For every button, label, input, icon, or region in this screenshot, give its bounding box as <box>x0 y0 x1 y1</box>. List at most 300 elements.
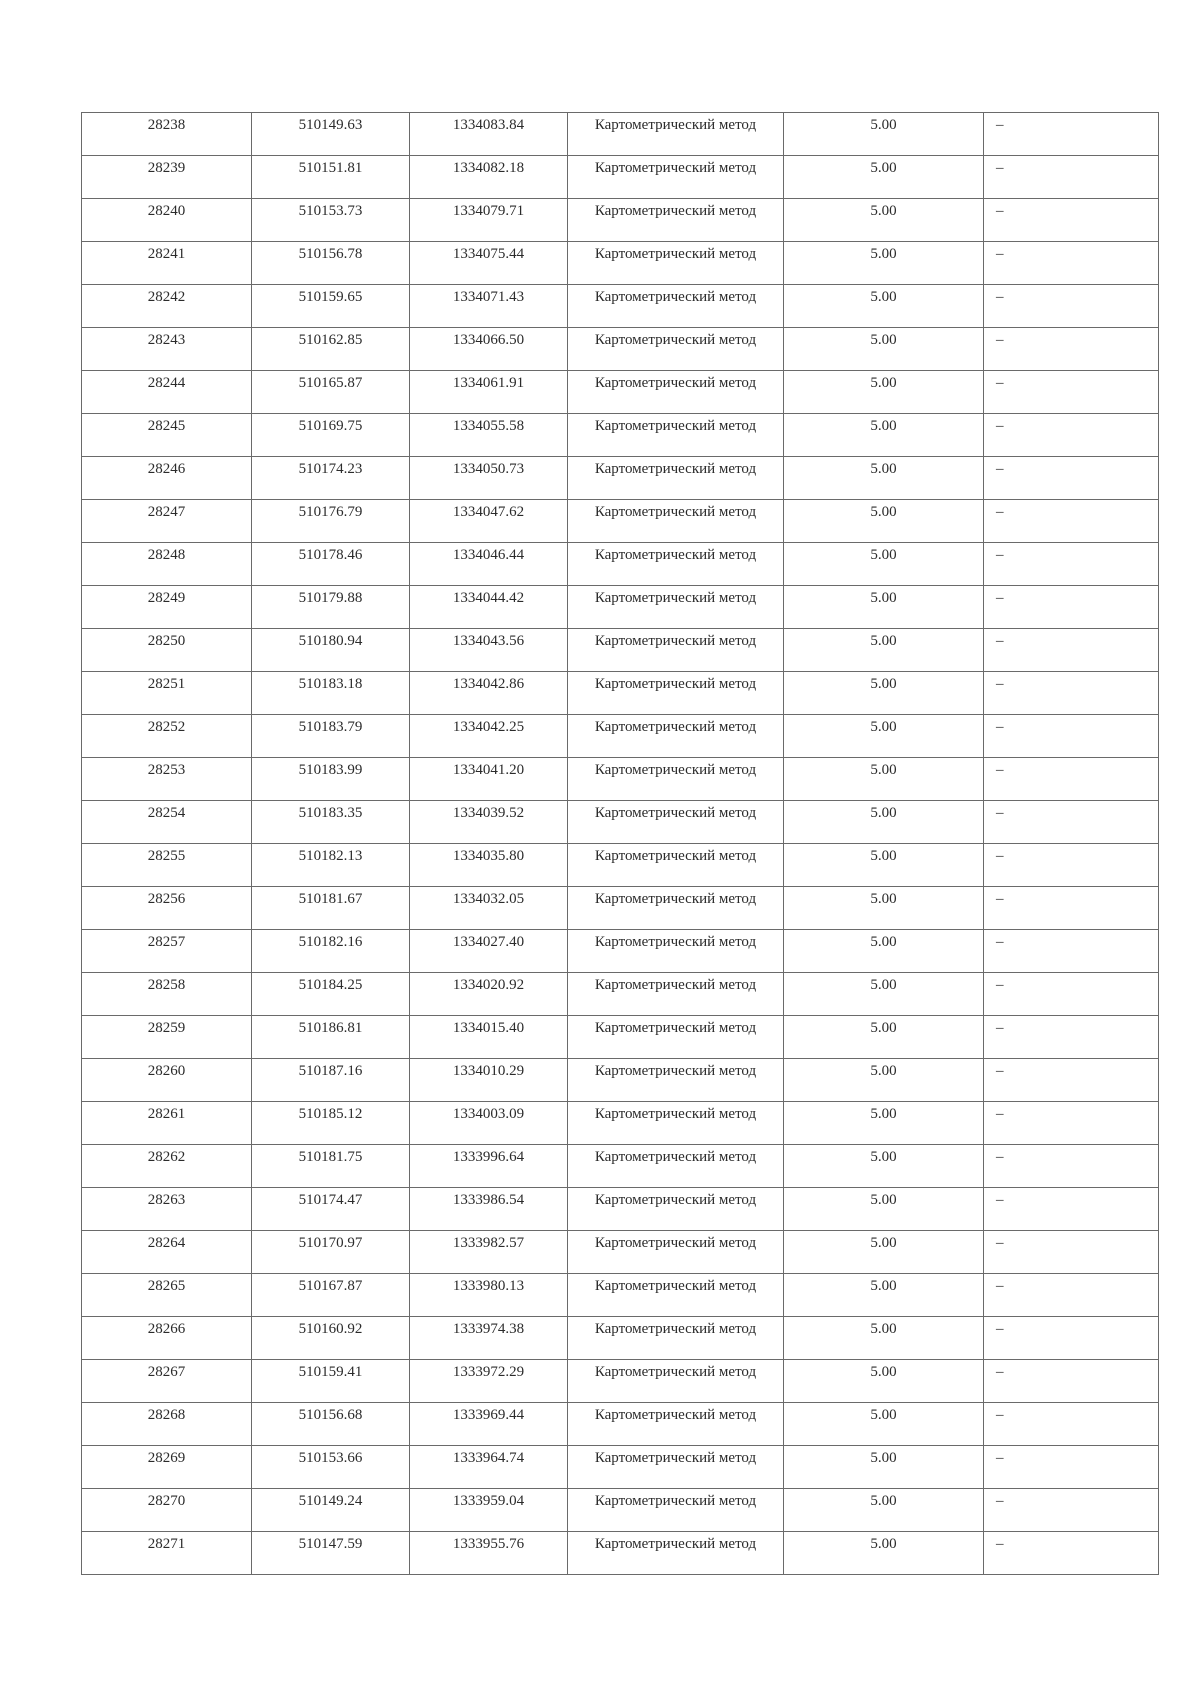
accuracy-cell <box>784 586 984 629</box>
method-cell-text: Картометрический метод <box>594 117 757 133</box>
accuracy-cell <box>784 1446 984 1489</box>
method-cell-text: Картометрический метод <box>594 719 757 735</box>
x-coordinate-cell <box>252 242 410 285</box>
accuracy-cell-text: 5.00 <box>870 676 897 692</box>
note-cell <box>984 1145 1159 1188</box>
note-cell <box>984 1532 1159 1575</box>
note-cell-text: – <box>996 848 1004 864</box>
note-cell-text: – <box>996 1235 1004 1251</box>
table-row <box>82 586 1159 629</box>
note-cell-text: – <box>996 891 1004 907</box>
table-row <box>82 1403 1159 1446</box>
x-coordinate-cell-text: 510167.87 <box>298 1278 363 1294</box>
point-number-cell-text: 28251 <box>147 676 186 692</box>
x-coordinate-cell-text: 510165.87 <box>298 375 363 391</box>
table-row <box>82 1489 1159 1532</box>
method-cell-text: Картометрический метод <box>594 246 757 262</box>
y-coordinate-cell-text: 1334055.58 <box>452 418 525 434</box>
y-coordinate-cell <box>410 113 568 156</box>
table-row <box>82 930 1159 973</box>
x-coordinate-cell <box>252 156 410 199</box>
note-cell-text: – <box>996 934 1004 950</box>
x-coordinate-cell <box>252 672 410 715</box>
point-number-cell-text: 28240 <box>147 203 186 219</box>
x-coordinate-cell <box>252 1360 410 1403</box>
note-cell-text: – <box>996 203 1004 219</box>
x-coordinate-cell-text: 510183.18 <box>298 676 363 692</box>
point-number-cell <box>82 414 252 457</box>
point-number-cell-text: 28247 <box>147 504 186 520</box>
note-cell-text: – <box>996 1063 1004 1079</box>
point-number-cell-text: 28262 <box>147 1149 186 1165</box>
note-cell-text: – <box>996 1106 1004 1122</box>
method-cell <box>568 586 784 629</box>
y-coordinate-cell-text: 1334027.40 <box>452 934 525 950</box>
point-number-cell <box>82 1532 252 1575</box>
y-coordinate-cell-text: 1333959.04 <box>452 1493 525 1509</box>
accuracy-cell <box>784 328 984 371</box>
y-coordinate-cell-text: 1334075.44 <box>452 246 525 262</box>
x-coordinate-cell <box>252 1145 410 1188</box>
point-number-cell <box>82 586 252 629</box>
accuracy-cell-text: 5.00 <box>870 633 897 649</box>
x-coordinate-cell <box>252 1446 410 1489</box>
accuracy-cell <box>784 371 984 414</box>
y-coordinate-cell-text: 1333974.38 <box>452 1321 525 1337</box>
note-cell <box>984 973 1159 1016</box>
point-number-cell <box>82 801 252 844</box>
y-coordinate-cell-text: 1334044.42 <box>452 590 525 606</box>
note-cell <box>984 1231 1159 1274</box>
note-cell <box>984 285 1159 328</box>
method-cell-text: Картометрический метод <box>594 461 757 477</box>
x-coordinate-cell <box>252 543 410 586</box>
note-cell-text: – <box>996 1407 1004 1423</box>
method-cell-text: Картометрический метод <box>594 1063 757 1079</box>
y-coordinate-cell <box>410 629 568 672</box>
accuracy-cell <box>784 672 984 715</box>
point-number-cell-text: 28246 <box>147 461 186 477</box>
x-coordinate-cell <box>252 199 410 242</box>
y-coordinate-cell <box>410 543 568 586</box>
note-cell <box>984 1188 1159 1231</box>
y-coordinate-cell <box>410 1489 568 1532</box>
table-row <box>82 1360 1159 1403</box>
note-cell-text: – <box>996 1536 1004 1552</box>
accuracy-cell <box>784 113 984 156</box>
note-cell <box>984 1102 1159 1145</box>
y-coordinate-cell <box>410 1059 568 1102</box>
accuracy-cell-text: 5.00 <box>870 461 897 477</box>
x-coordinate-cell <box>252 586 410 629</box>
method-cell <box>568 457 784 500</box>
method-cell-text: Картометрический метод <box>594 1020 757 1036</box>
accuracy-cell-text: 5.00 <box>870 1450 897 1466</box>
y-coordinate-cell-text: 1334047.62 <box>452 504 525 520</box>
accuracy-cell-text: 5.00 <box>870 375 897 391</box>
x-coordinate-cell-text: 510169.75 <box>298 418 363 434</box>
y-coordinate-cell-text: 1334003.09 <box>452 1106 525 1122</box>
point-number-cell <box>82 1446 252 1489</box>
accuracy-cell-text: 5.00 <box>870 203 897 219</box>
method-cell <box>568 1059 784 1102</box>
method-cell <box>568 371 784 414</box>
method-cell <box>568 1231 784 1274</box>
note-cell-text: – <box>996 1364 1004 1380</box>
point-number-cell-text: 28263 <box>147 1192 186 1208</box>
x-coordinate-cell <box>252 328 410 371</box>
y-coordinate-cell <box>410 1231 568 1274</box>
point-number-cell-text: 28254 <box>147 805 186 821</box>
table-row <box>82 1102 1159 1145</box>
note-cell-text: – <box>996 762 1004 778</box>
x-coordinate-cell <box>252 973 410 1016</box>
point-number-cell <box>82 371 252 414</box>
table-row <box>82 844 1159 887</box>
note-cell-text: – <box>996 633 1004 649</box>
method-cell <box>568 930 784 973</box>
method-cell-text: Картометрический метод <box>594 504 757 520</box>
table-row <box>82 1188 1159 1231</box>
note-cell <box>984 1489 1159 1532</box>
note-cell <box>984 1059 1159 1102</box>
note-cell <box>984 1360 1159 1403</box>
x-coordinate-cell-text: 510176.79 <box>298 504 363 520</box>
point-number-cell <box>82 672 252 715</box>
y-coordinate-cell-text: 1334032.05 <box>452 891 525 907</box>
accuracy-cell-text: 5.00 <box>870 418 897 434</box>
note-cell-text: – <box>996 289 1004 305</box>
point-number-cell <box>82 1274 252 1317</box>
note-cell <box>984 199 1159 242</box>
method-cell <box>568 242 784 285</box>
table-row <box>82 500 1159 543</box>
y-coordinate-cell-text: 1333972.29 <box>452 1364 525 1380</box>
table-row <box>82 1317 1159 1360</box>
method-cell <box>568 285 784 328</box>
x-coordinate-cell <box>252 1403 410 1446</box>
y-coordinate-cell-text: 1334043.56 <box>452 633 525 649</box>
y-coordinate-cell <box>410 1446 568 1489</box>
method-cell-text: Картометрический метод <box>594 1407 757 1423</box>
x-coordinate-cell-text: 510183.99 <box>298 762 363 778</box>
y-coordinate-cell <box>410 586 568 629</box>
y-coordinate-cell <box>410 715 568 758</box>
x-coordinate-cell <box>252 113 410 156</box>
accuracy-cell-text: 5.00 <box>870 1235 897 1251</box>
accuracy-cell <box>784 1403 984 1446</box>
y-coordinate-cell-text: 1333996.64 <box>452 1149 525 1165</box>
accuracy-cell <box>784 758 984 801</box>
y-coordinate-cell <box>410 1145 568 1188</box>
point-number-cell-text: 28265 <box>147 1278 186 1294</box>
x-coordinate-cell <box>252 801 410 844</box>
note-cell <box>984 242 1159 285</box>
x-coordinate-cell-text: 510181.67 <box>298 891 363 907</box>
method-cell-text: Картометрический метод <box>594 676 757 692</box>
method-cell <box>568 328 784 371</box>
y-coordinate-cell <box>410 930 568 973</box>
point-number-cell-text: 28241 <box>147 246 186 262</box>
y-coordinate-cell <box>410 414 568 457</box>
x-coordinate-cell-text: 510182.13 <box>298 848 363 864</box>
method-cell <box>568 973 784 1016</box>
point-number-cell <box>82 758 252 801</box>
x-coordinate-cell-text: 510187.16 <box>298 1063 363 1079</box>
accuracy-cell <box>784 1145 984 1188</box>
method-cell-text: Картометрический метод <box>594 289 757 305</box>
x-coordinate-cell-text: 510156.68 <box>298 1407 363 1423</box>
accuracy-cell-text: 5.00 <box>870 1278 897 1294</box>
method-cell-text: Картометрический метод <box>594 1149 757 1165</box>
y-coordinate-cell <box>410 887 568 930</box>
note-cell-text: – <box>996 504 1004 520</box>
point-number-cell <box>82 1145 252 1188</box>
x-coordinate-cell-text: 510149.63 <box>298 117 363 133</box>
y-coordinate-cell-text: 1333982.57 <box>452 1235 525 1251</box>
x-coordinate-cell <box>252 1016 410 1059</box>
y-coordinate-cell <box>410 1403 568 1446</box>
note-cell-text: – <box>996 1149 1004 1165</box>
point-number-cell <box>82 156 252 199</box>
x-coordinate-cell-text: 510162.85 <box>298 332 363 348</box>
x-coordinate-cell <box>252 1231 410 1274</box>
x-coordinate-cell-text: 510186.81 <box>298 1020 363 1036</box>
note-cell-text: – <box>996 332 1004 348</box>
y-coordinate-cell <box>410 973 568 1016</box>
note-cell <box>984 930 1159 973</box>
point-number-cell-text: 28255 <box>147 848 186 864</box>
accuracy-cell <box>784 1016 984 1059</box>
x-coordinate-cell-text: 510183.35 <box>298 805 363 821</box>
y-coordinate-cell-text: 1334041.20 <box>452 762 525 778</box>
accuracy-cell-text: 5.00 <box>870 590 897 606</box>
note-cell-text: – <box>996 547 1004 563</box>
method-cell-text: Картометрический метод <box>594 1364 757 1380</box>
method-cell-text: Картометрический метод <box>594 203 757 219</box>
x-coordinate-cell-text: 510178.46 <box>298 547 363 563</box>
note-cell <box>984 543 1159 586</box>
x-coordinate-cell-text: 510149.24 <box>298 1493 363 1509</box>
y-coordinate-cell <box>410 1317 568 1360</box>
y-coordinate-cell-text: 1334082.18 <box>452 160 525 176</box>
y-coordinate-cell-text: 1334042.86 <box>452 676 525 692</box>
note-cell <box>984 371 1159 414</box>
method-cell-text: Картометрический метод <box>594 1192 757 1208</box>
accuracy-cell <box>784 1059 984 1102</box>
note-cell-text: – <box>996 676 1004 692</box>
point-number-cell-text: 28245 <box>147 418 186 434</box>
accuracy-cell-text: 5.00 <box>870 977 897 993</box>
accuracy-cell-text: 5.00 <box>870 1536 897 1552</box>
note-cell <box>984 1403 1159 1446</box>
point-number-cell-text: 28271 <box>147 1536 186 1552</box>
accuracy-cell <box>784 930 984 973</box>
point-number-cell-text: 28257 <box>147 934 186 950</box>
accuracy-cell <box>784 1532 984 1575</box>
method-cell-text: Картометрический метод <box>594 934 757 950</box>
note-cell <box>984 672 1159 715</box>
note-cell-text: – <box>996 1192 1004 1208</box>
accuracy-cell-text: 5.00 <box>870 289 897 305</box>
table-row <box>82 1274 1159 1317</box>
point-number-cell-text: 28269 <box>147 1450 186 1466</box>
table-row <box>82 328 1159 371</box>
note-cell-text: – <box>996 719 1004 735</box>
y-coordinate-cell-text: 1334050.73 <box>452 461 525 477</box>
x-coordinate-cell <box>252 758 410 801</box>
x-coordinate-cell-text: 510180.94 <box>298 633 363 649</box>
y-coordinate-cell <box>410 672 568 715</box>
y-coordinate-cell <box>410 844 568 887</box>
accuracy-cell <box>784 1188 984 1231</box>
note-cell-text: – <box>996 375 1004 391</box>
x-coordinate-cell-text: 510181.75 <box>298 1149 363 1165</box>
table-row <box>82 801 1159 844</box>
method-cell <box>568 1446 784 1489</box>
y-coordinate-cell-text: 1334083.84 <box>452 117 525 133</box>
x-coordinate-cell-text: 510156.78 <box>298 246 363 262</box>
x-coordinate-cell <box>252 1317 410 1360</box>
y-coordinate-cell <box>410 242 568 285</box>
table-row <box>82 1532 1159 1575</box>
method-cell-text: Картометрический метод <box>594 547 757 563</box>
point-number-cell-text: 28248 <box>147 547 186 563</box>
method-cell <box>568 1145 784 1188</box>
accuracy-cell <box>784 1102 984 1145</box>
x-coordinate-cell <box>252 1532 410 1575</box>
method-cell-text: Картометрический метод <box>594 1450 757 1466</box>
table-row <box>82 758 1159 801</box>
table-row <box>82 199 1159 242</box>
accuracy-cell-text: 5.00 <box>870 1407 897 1423</box>
method-cell-text: Картометрический метод <box>594 848 757 864</box>
x-coordinate-cell-text: 510160.92 <box>298 1321 363 1337</box>
y-coordinate-cell <box>410 758 568 801</box>
table-row <box>82 887 1159 930</box>
note-cell <box>984 500 1159 543</box>
accuracy-cell-text: 5.00 <box>870 504 897 520</box>
accuracy-cell-text: 5.00 <box>870 1149 897 1165</box>
point-number-cell-text: 28256 <box>147 891 186 907</box>
method-cell <box>568 1403 784 1446</box>
y-coordinate-cell <box>410 1188 568 1231</box>
accuracy-cell-text: 5.00 <box>870 1020 897 1036</box>
point-number-cell <box>82 328 252 371</box>
method-cell <box>568 629 784 672</box>
method-cell <box>568 672 784 715</box>
y-coordinate-cell <box>410 1274 568 1317</box>
method-cell <box>568 543 784 586</box>
note-cell-text: – <box>996 160 1004 176</box>
note-cell <box>984 887 1159 930</box>
accuracy-cell <box>784 1360 984 1403</box>
y-coordinate-cell-text: 1334079.71 <box>452 203 525 219</box>
table-body <box>82 113 1159 1575</box>
accuracy-cell-text: 5.00 <box>870 1364 897 1380</box>
note-cell <box>984 844 1159 887</box>
point-number-cell-text: 28258 <box>147 977 186 993</box>
method-cell-text: Картометрический метод <box>594 1106 757 1122</box>
table-row <box>82 1016 1159 1059</box>
point-number-cell <box>82 1231 252 1274</box>
x-coordinate-cell <box>252 629 410 672</box>
x-coordinate-cell <box>252 1059 410 1102</box>
method-cell <box>568 801 784 844</box>
note-cell <box>984 457 1159 500</box>
y-coordinate-cell-text: 1334015.40 <box>452 1020 525 1036</box>
accuracy-cell <box>784 285 984 328</box>
y-coordinate-cell-text: 1334071.43 <box>452 289 525 305</box>
table-row <box>82 414 1159 457</box>
x-coordinate-cell <box>252 500 410 543</box>
y-coordinate-cell-text: 1333964.74 <box>452 1450 525 1466</box>
point-number-cell <box>82 1188 252 1231</box>
x-coordinate-cell-text: 510182.16 <box>298 934 363 950</box>
accuracy-cell-text: 5.00 <box>870 891 897 907</box>
y-coordinate-cell-text: 1334066.50 <box>452 332 525 348</box>
y-coordinate-cell-text: 1334042.25 <box>452 719 525 735</box>
y-coordinate-cell <box>410 1360 568 1403</box>
note-cell-text: – <box>996 1020 1004 1036</box>
point-number-cell-text: 28270 <box>147 1493 186 1509</box>
point-number-cell-text: 28249 <box>147 590 186 606</box>
table-row <box>82 629 1159 672</box>
accuracy-cell <box>784 156 984 199</box>
accuracy-cell-text: 5.00 <box>870 160 897 176</box>
method-cell <box>568 500 784 543</box>
method-cell <box>568 844 784 887</box>
note-cell-text: – <box>996 418 1004 434</box>
accuracy-cell-text: 5.00 <box>870 1493 897 1509</box>
x-coordinate-cell <box>252 887 410 930</box>
method-cell-text: Картометрический метод <box>594 977 757 993</box>
accuracy-cell <box>784 1489 984 1532</box>
accuracy-cell <box>784 887 984 930</box>
y-coordinate-cell-text: 1333969.44 <box>452 1407 525 1423</box>
x-coordinate-cell <box>252 1274 410 1317</box>
method-cell <box>568 887 784 930</box>
accuracy-cell <box>784 973 984 1016</box>
point-number-cell <box>82 715 252 758</box>
point-number-cell <box>82 285 252 328</box>
point-number-cell <box>82 930 252 973</box>
method-cell-text: Картометрический метод <box>594 1493 757 1509</box>
point-number-cell <box>82 500 252 543</box>
accuracy-cell <box>784 414 984 457</box>
table-row <box>82 1059 1159 1102</box>
point-number-cell <box>82 199 252 242</box>
table-row <box>82 113 1159 156</box>
table-row <box>82 242 1159 285</box>
x-coordinate-cell-text: 510153.73 <box>298 203 363 219</box>
y-coordinate-cell <box>410 328 568 371</box>
x-coordinate-cell <box>252 414 410 457</box>
method-cell-text: Картометрический метод <box>594 1321 757 1337</box>
x-coordinate-cell-text: 510183.79 <box>298 719 363 735</box>
method-cell <box>568 1188 784 1231</box>
note-cell <box>984 1016 1159 1059</box>
y-coordinate-cell-text: 1334046.44 <box>452 547 525 563</box>
note-cell <box>984 113 1159 156</box>
x-coordinate-cell <box>252 285 410 328</box>
method-cell-text: Картометрический метод <box>594 375 757 391</box>
accuracy-cell <box>784 242 984 285</box>
accuracy-cell-text: 5.00 <box>870 934 897 950</box>
y-coordinate-cell-text: 1333986.54 <box>452 1192 525 1208</box>
note-cell-text: – <box>996 1450 1004 1466</box>
y-coordinate-cell <box>410 1016 568 1059</box>
